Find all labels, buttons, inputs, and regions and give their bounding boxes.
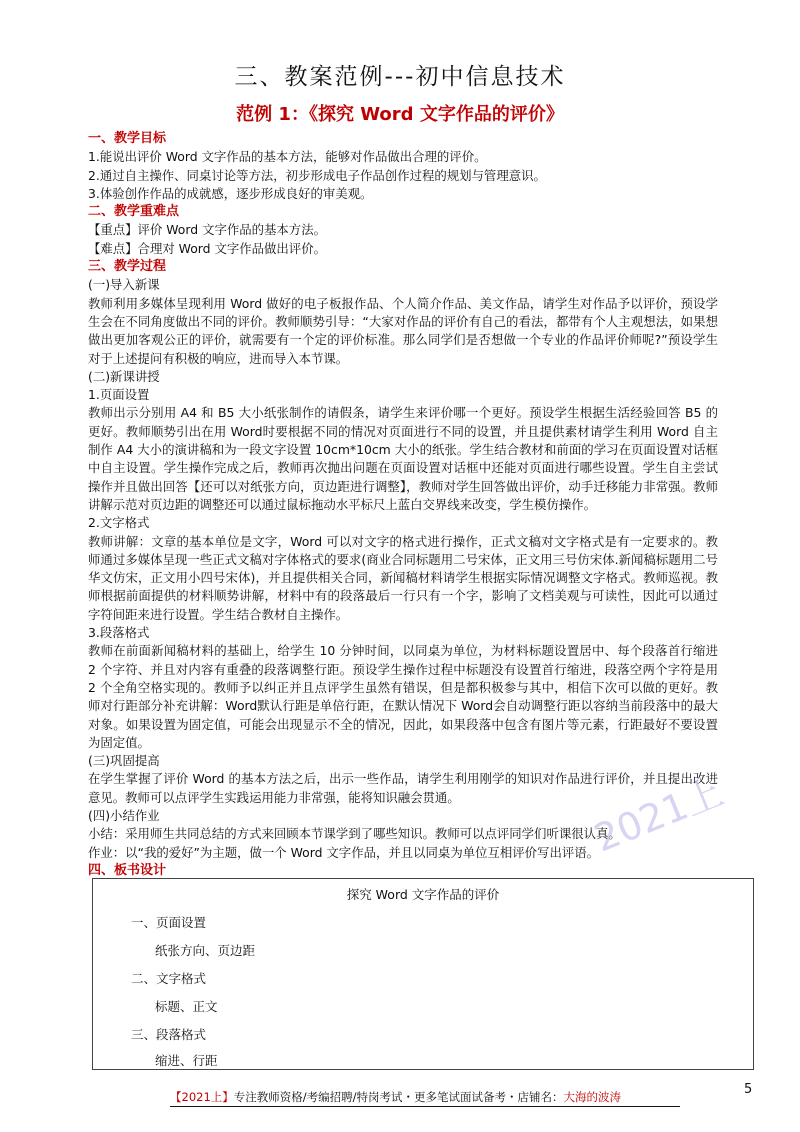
section-heading-goals: 一、教学目标 xyxy=(88,131,167,146)
board-line: 三、段落格式 xyxy=(131,1027,207,1042)
footer-year-tag: 【2021上】 xyxy=(170,1090,234,1104)
footer-shop: 大海的波涛 xyxy=(563,1090,622,1104)
paragraph-summary: 小结：采用师生共同总结的方式来回顾本节课学到了哪些知识。教师可以点评同学们听课很认真。 xyxy=(88,826,621,842)
document-title: 三、教案范例---初中信息技术 xyxy=(234,64,566,90)
goal-item: 2.通过自主操作、同桌讨论等方法，初步形成电子作品创作过程的规划与管理意识。 xyxy=(88,167,546,183)
board-line: 一、页面设置 xyxy=(131,915,207,930)
lesson-content xyxy=(88,130,718,880)
subsection-title: (一)导入新课 xyxy=(88,277,160,293)
paragraph-homework: 作业：以“我的爱好”为主题，做一个 Word 文字作品，并且以同桌为单位互相评价写出评语。 xyxy=(88,844,600,860)
paragraph-consolidate: 在学生掌握了评价 Word 的基本方法之后，出示一些作品，请学生利用刚学的知识对作品进行评价，并且提出改进意见。教师可以点评学生实践运用能力非常强，能将知识融会贯通。 xyxy=(88,771,718,805)
subsection-title: (二)新课讲授 xyxy=(88,368,160,384)
board-design-box xyxy=(92,878,754,1070)
section-heading-board: 四、板书设计 xyxy=(88,862,167,878)
board-line: 二、文字格式 xyxy=(131,971,207,986)
subsection-title: 2.文字格式 xyxy=(88,515,150,531)
goal-item: 1.能说出评价 Word 文字作品的基本方法，能够对作品做出合理的评价。 xyxy=(88,149,487,165)
board-line: 纸张方向、页边距 xyxy=(155,943,256,958)
subsection-title: (三)巩固提高 xyxy=(88,753,160,769)
paragraph-intro: 教师利用多媒体呈现利用 Word 做好的电子板报作品、个人简介作品、美文作品，请学生对作品予以评价，预设学生会在不同角度做出不同的评价。教师顺势引导：“大家对作品的评价有自己的看法，都带有个人主观想法，如果想做出更加客观公正的评价，就需要有一个定的评价标准。那么同学们是否想做一个专业的作品评价师呢?”预设学生对于上述提问有积极的响应，进而导入本节课。 xyxy=(88,295,718,366)
subsection-title: (四)小结作业 xyxy=(88,807,160,823)
board-title: 探究 Word 文字作品的评价 xyxy=(346,887,500,902)
goal-item: 3.体验创作作品的成就感，逐步形成良好的审美观。 xyxy=(88,185,373,201)
board-line: 标题、正文 xyxy=(155,999,218,1014)
footer-line xyxy=(170,1089,680,1107)
subsection-title: 1.页面设置 xyxy=(88,387,150,403)
key-point-item: 【难点】合理对 Word 文字作品做出评价。 xyxy=(88,240,326,256)
section-heading-process: 三、教学过程 xyxy=(88,259,167,275)
key-point-item: 【重点】评价 Word 文字作品的基本方法。 xyxy=(88,222,326,238)
paragraph-paragraph-format: 教师在前面新闻稿材料的基础上，给学生 10 分钟时间，以同桌为单位，为材料标题设置居中、每个段落首行缩进 2 个字符、并且对内容有重叠的段落调整行距。预设学生操作过程中标题没有设置首行缩进，段落空两个字符是用 2 个全角空格实现的。教师予以纠正并且点评学生虽然有错误，但是都积极参与其中，相信下次可以做的更好。教师对行距部分补充讲解：Word默认行距是单倍行距，在默认情况下 Word会自动调整行距以容纳当前段落中的最大对象。如果设置为固定值，可能会出现显示不全的情况，因此，如果段落中包含有图片等元素，行距最好不要设置为固定值。 xyxy=(88,643,718,750)
paragraph-text-format: 教师讲解：文章的基本单位是文字，Word 可以对文字的格式进行操作，正式文稿对文字格式是有一定要求的。教师通过多媒体呈现一些正式文稿对字体格式的要求(商业合同标题用二号宋体，正文用三号仿宋体.新闻稿标题用二号华文仿宋，正文用小四号宋体)，并且提供相关合同，新闻稿材料请学生根据实际情况调整文字格式。教师巡视。教师根据前面提供的材料顺势讲解，材料中有的段落最后一行只有一个字，影响了文档美观与可读性，因此可以通过字符间距来进行设置。学生结合教材自主操作。 xyxy=(88,533,718,622)
subsection-title: 3.段落格式 xyxy=(88,625,150,641)
lesson-title: 范例 1：《探究 Word 文字作品的评价》 xyxy=(236,104,564,125)
watermark: 2021上 xyxy=(587,769,730,861)
section-heading-key-points: 二、教学重难点 xyxy=(88,204,180,220)
paragraph-page-setup: 教师出示分别用 A4 和 B5 大小纸张制作的请假条，请学生来评价哪一个更好。预设学生根据生活经验回答 B5 的更好。教师顺势引出在用 Word时要根据不同的情况对页面进行不同的设置，并且提供素材请学生利用 Word 自主制作 A4 大小的演讲稿和为一段文字设置 10cm*10cm 大小的纸张。学生结合教材和前面的学习在页面设置对话框中自主设置。学生操作完成之后，教师再次抛出问题在页面设置对话框中还能对页面进行哪些设置。学生自主尝试操作并且做出回答【还可以对纸张方向，页边距进行调整】，教师对学生回答做出评价，动手迁移能力非常强。教师讲解示范对页边距的调整还可以通过鼠标拖动水平标尺上蓝白交界线来改变，学生模仿操作。 xyxy=(88,405,718,512)
page-number: 5 xyxy=(744,1082,753,1097)
footer-text: 专注教师资格/考编招聘/特岗考试・更多笔试面试备考・店铺名： xyxy=(233,1090,564,1104)
board-line: 缩进、行距 xyxy=(155,1053,218,1068)
